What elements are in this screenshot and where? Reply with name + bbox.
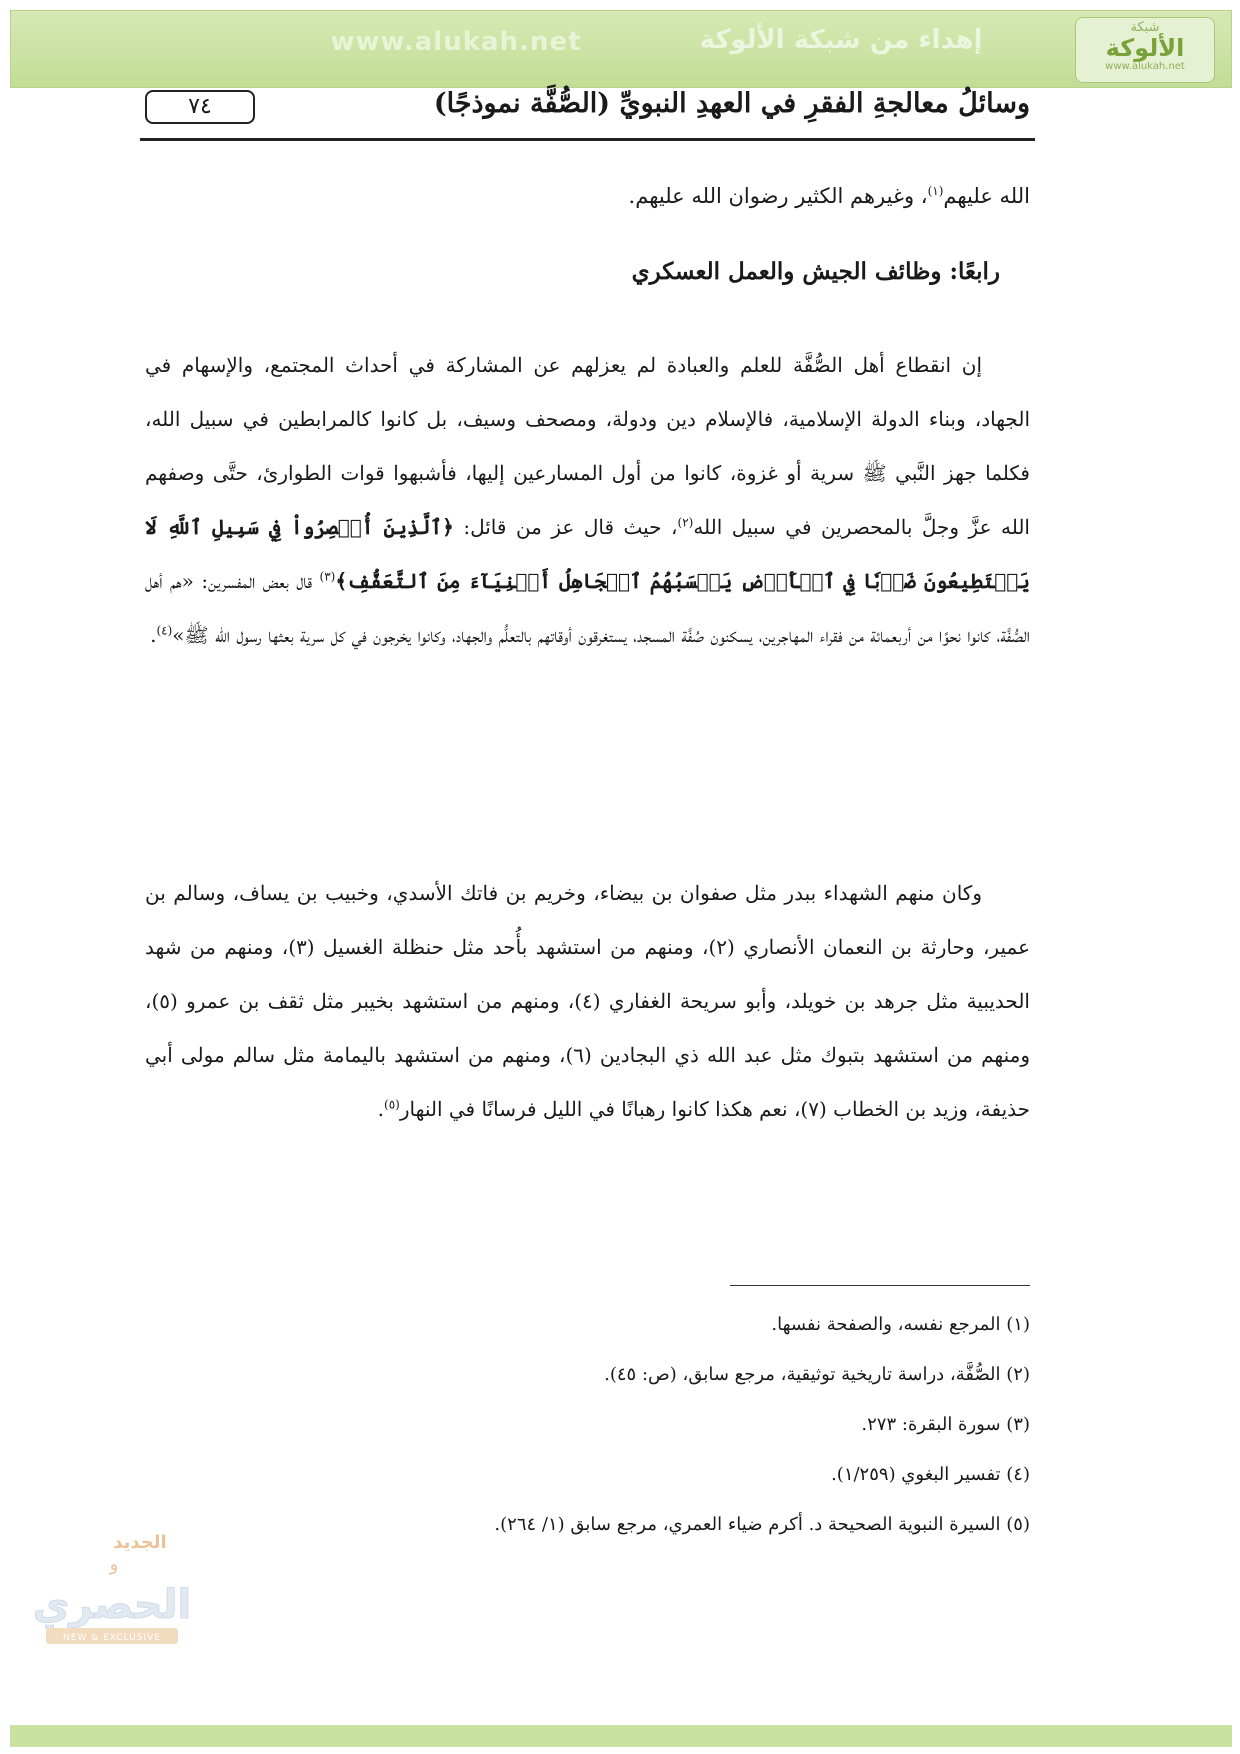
quran-verse: ﴿ٱلَّذِينَ أُحۡصِرُواْ فِي سَبِيلِ ٱللَّهِ لَا يَسۡتَطِيعُونَ ضَرۡبٗا فِي ٱلۡأَرۡضِ يَحۡسَبُهُمُ ٱلۡجَاهِلُ أَغۡنِيَآءَ مِنَ ٱلتَّعَفُّفِ﴾ (145, 515, 1030, 593)
para1-part3: قال بعض المفسرين: «هم أهل الصُّفَّة، كانوا نحوًا من أربعمائة من فقراء المهاجرين، يسكنون صُفَّة المسجد، يستغرقون أوقاتهم بالتعلُّم والجهاد، وكانوا يخرجون في كل سرية بعثها رسول الله ﷺ» (145, 569, 1030, 647)
footnote-item: (٣) سورة البقرة: ٢٧٣. (861, 1414, 1030, 1435)
logo-top-text: شبكة (1130, 20, 1160, 35)
new-exclusive-stamp (32, 1522, 192, 1652)
intro-tail: ، وغيرهم الكثير رضوان الله عليهم. (628, 184, 928, 208)
footnote-ref-4[interactable]: (٤) (156, 623, 173, 638)
bottom-banner (10, 1725, 1232, 1747)
stamp-main-text: الحصري (32, 1582, 192, 1628)
page-number: ٧٤ (145, 90, 255, 124)
para1-part2: ، حيث قال عز من قائل: (453, 515, 678, 539)
footnote-ref-2[interactable]: (٢) (677, 515, 694, 530)
section-heading: رابعًا: وظائف الجيش والعمل العسكري (631, 258, 1000, 285)
intro-line (145, 176, 1030, 216)
footnote-item: (٤) تفسير البغوي (١/٢٥٩). (831, 1464, 1030, 1485)
footnote-item: (٢) الصُّفَّة، دراسة تاريخية توثيقية، مرجع سابق، (ص: ٤٥). (604, 1364, 1030, 1385)
intro-text: الله عليهم (943, 184, 1030, 208)
running-header-title: وسائلُ معالجةِ الفقرِ في العهدِ النبويِّ (الصُّفَّة نموذجًا) (433, 88, 1030, 119)
stamp-top-text: الجديد (113, 1532, 167, 1553)
logo-main-text: الألوكة (1105, 34, 1185, 62)
logo-url-text: www.alukah.net (1105, 61, 1185, 72)
paragraph-2 (145, 866, 1030, 1136)
footnote-item: (١) المرجع نفسه، والصفحة نفسها. (771, 1314, 1030, 1335)
footnote-ref-3[interactable]: (٣) (319, 569, 336, 584)
paragraph-1 (145, 338, 1030, 662)
site-banner (10, 10, 1232, 88)
footnote-ref-5[interactable]: (٥) (384, 1097, 400, 1112)
para1-part1: إن انقطاع أهل الصُّفَّة للعلم والعبادة لم يعزلهم عن المشاركة في أحداث المجتمع، والإسهام في الجهاد، وبناء الدولة الإسلامية، فالإسلام دين ودولة، ومصحف وسيف، بل كانوا كالمرابطين في سبيل الله، فكلما جهز النَّبي ﷺ سرية أو غزوة، كانوا من أول المسارعين إليها، فأشبهوا قوات الطوارئ، حتَّى وصفهم الله عزَّ وجلَّ بالمحصرين في سبيل الله (145, 353, 1030, 539)
footnotes-list (145, 1306, 1030, 1556)
footnote-divider (730, 1285, 1030, 1286)
stamp-middle-text: و (109, 1554, 119, 1575)
para2-end: . (377, 1097, 385, 1121)
para1-end: . (150, 623, 157, 647)
stamp-bottom-text: NEW & EXCLUSIVE (63, 1633, 161, 1643)
banner-title: إهداء من شبكة الألوكة (699, 25, 983, 55)
para2-text: وكان منهم الشهداء ببدر مثل صفوان بن بيضاء، وخريم بن فاتك الأسدي، وخبيب بن يساف، وسالم بن عمير، وحارثة بن النعمان الأنصاري (٢)، ومنهم من استشهد بأُحد مثل حنظلة الغسيل (٣)، ومنهم من شهد الحديبية مثل جرهد بن خويلد، وأبو سريحة الغفاري (٤)، ومنهم من استشهد بخيبر مثل ثقف بن عمرو (٥)، ومنهم من استشهد بتبوك مثل عبد الله ذي البجادين (٦)، ومنهم من استشهد باليمامة مثل سالم مولى أبي حذيفة، وزيد بن الخطاب (٧)، نعم هكذا كانوا رهبانًا في الليل فرسانًا في النهار (145, 881, 1031, 1121)
footnote-item: (٥) السيرة النبوية الصحيحة د. أكرم ضياء العمري، مرجع سابق (١/ ٢٦٤). (494, 1514, 1030, 1535)
alukah-logo[interactable] (1075, 17, 1215, 83)
header-divider (140, 138, 1035, 141)
banner-site-url[interactable]: www.alukah.net (330, 27, 582, 57)
footnote-ref-1[interactable]: (١) (927, 184, 944, 198)
